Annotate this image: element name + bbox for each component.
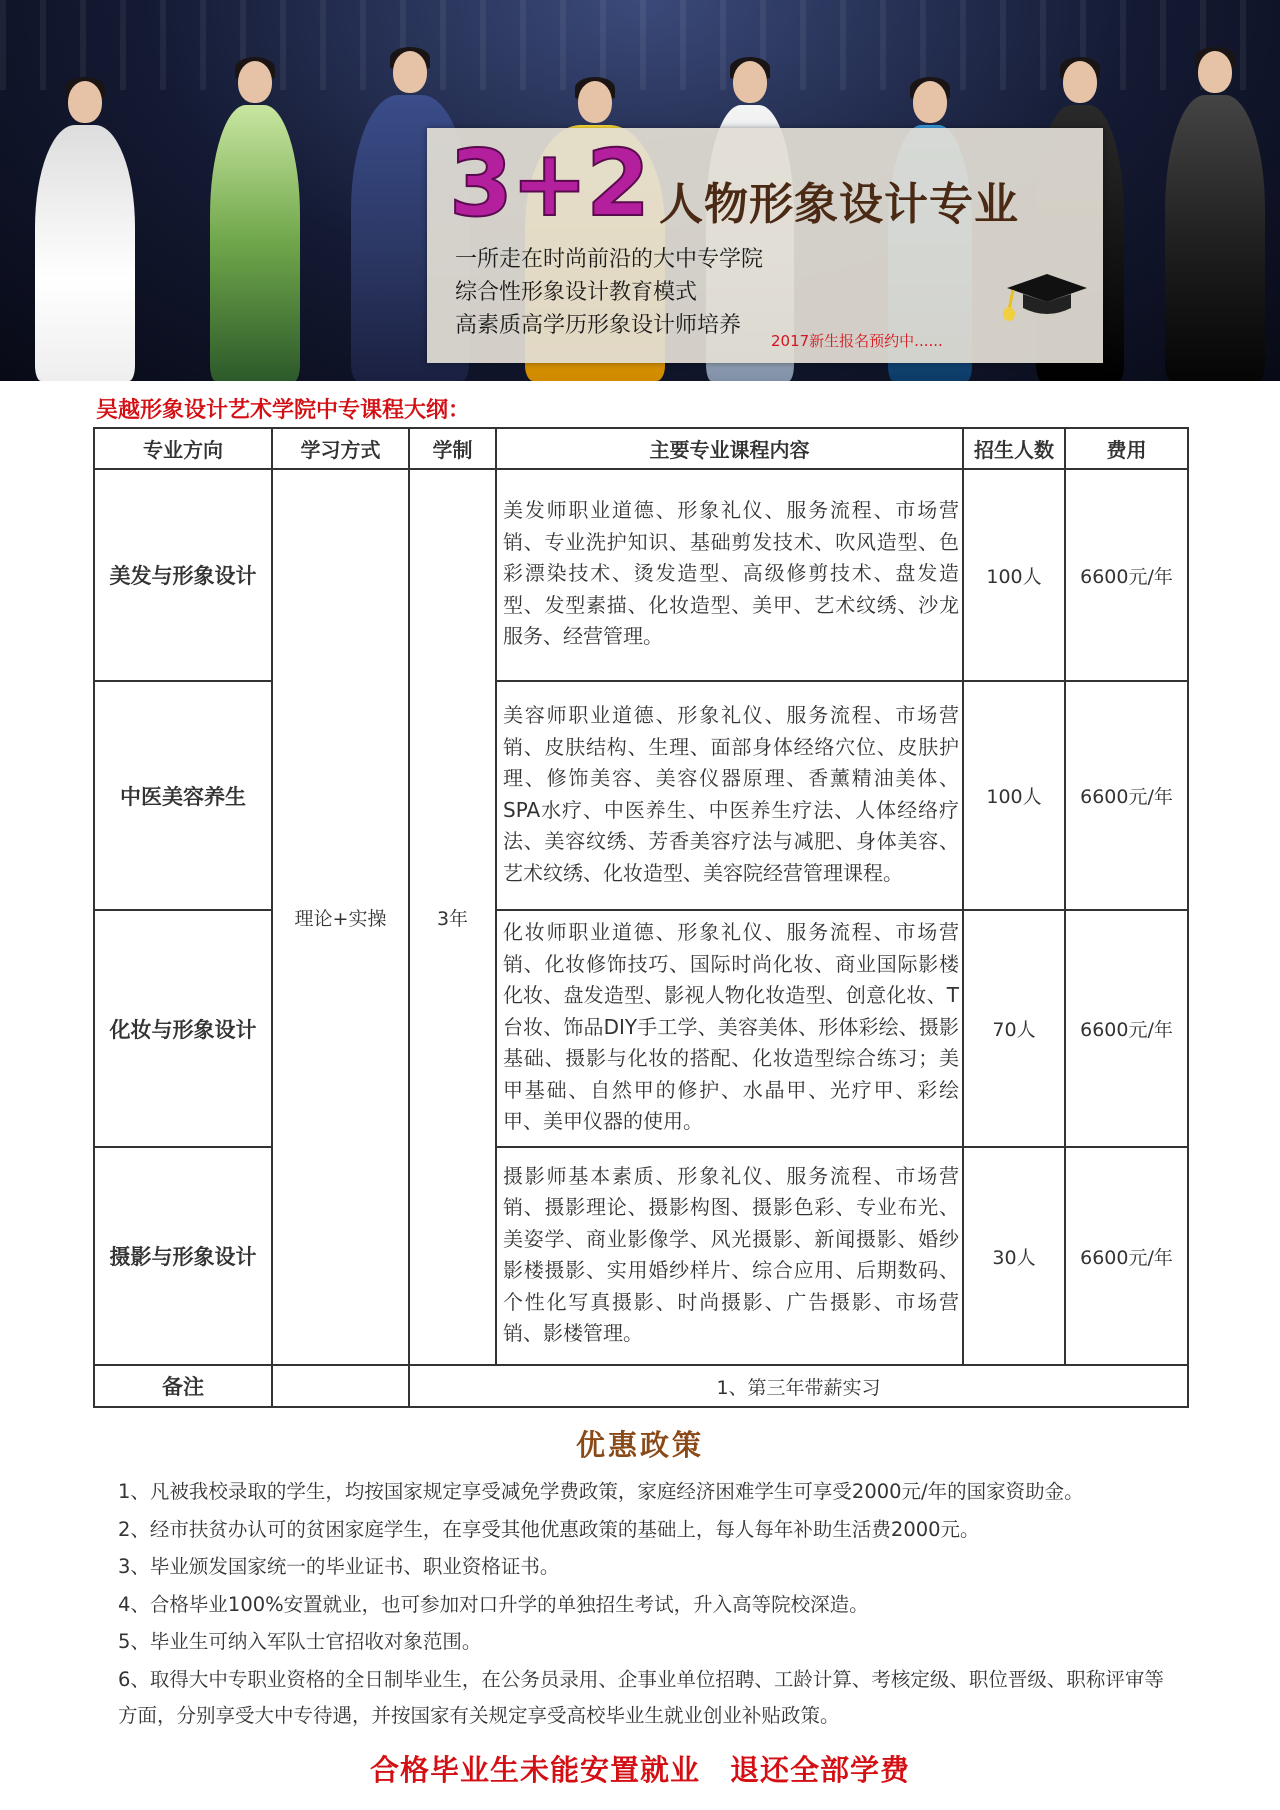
- model-figure: [30, 81, 140, 381]
- promo-line: 一所走在时尚前沿的大中专学院: [455, 247, 764, 272]
- header-method: 学习方式: [272, 428, 409, 469]
- major-cell: 化妆与形象设计: [94, 910, 272, 1147]
- content-cell: 美发师职业道德、形象礼仪、服务流程、市场营销、专业洗护知识、基础剪发技术、吹风造型、色彩漂染技术、烫发造型、高级修剪技术、盘发造型、发型素描、化妆造型、美甲、艺术纹绣、沙龙服务、经营管理。: [496, 469, 963, 681]
- enrollment-cell: 30人: [963, 1147, 1065, 1365]
- policy-item: 1、凡被我校录取的学生，均按国家规定享受减免学费政策，家庭经济困难学生可享受2000元/年的国家资助金。: [118, 1480, 1084, 1503]
- content-cell: 化妆师职业道德、形象礼仪、服务流程、市场营销、化妆修饰技巧、国际时尚化妆、商业国际影楼化妆、盘发造型、影视人物化妆造型、创意化妆、T台妆、饰品DIY手工学、美容美体、形体彩绘、摄影基础、摄影与化妆的搭配、化妆造型综合练习；美甲基础、自然甲的修护、水晶甲、光疗甲、彩绘甲、美甲仪器的使用。: [496, 910, 963, 1147]
- promo-title: 人物形象设计专业: [659, 179, 1019, 230]
- enrollment-cell: 100人: [963, 469, 1065, 681]
- curriculum-table: [93, 427, 1189, 1408]
- policy-item: 2、经市扶贫办认可的贫困家庭学生，在享受其他优惠政策的基础上，每人每年补助生活费2000元。: [118, 1518, 980, 1541]
- promo-line: 高素质高学历形象设计师培养: [455, 313, 742, 338]
- policy-title: 优惠政策: [575, 1428, 704, 1462]
- enrollment-cell: 70人: [963, 910, 1065, 1147]
- graduation-cap-icon: [999, 270, 1089, 322]
- refund-slogan: 合格毕业生未能安置就业 退还全部学费: [369, 1753, 910, 1787]
- model-figure: [1160, 51, 1270, 381]
- policy-item: 5、毕业生可纳入军队士官招收对象范围。: [118, 1630, 482, 1653]
- policy-item: 3、毕业颁发国家统一的毕业证书、职业资格证书。: [118, 1555, 560, 1578]
- remark-value: 1、第三年带薪实习: [409, 1365, 1188, 1407]
- banner-photo: [0, 0, 1280, 381]
- enrollment-cell: 100人: [963, 681, 1065, 910]
- promo-line: 综合性形象设计教育模式: [455, 280, 698, 305]
- major-cell: 中医美容养生: [94, 681, 272, 910]
- fee-cell: 6600元/年: [1065, 910, 1188, 1147]
- policy-item: 6、取得大中专职业资格的全日制毕业生，在公务员录用、企事业单位招聘、工龄计算、考核定级、职位晋级、职称评审等方面，分别享受大中专待遇，并按国家有关规定享受高校毕业生就业创业补贴政策。: [118, 1668, 1164, 1727]
- major-cell: 摄影与形象设计: [94, 1147, 272, 1365]
- table-row: [94, 469, 1188, 681]
- table-row: [94, 910, 1188, 1147]
- remark-empty-cell: [272, 1365, 409, 1407]
- content-cell: 美容师职业道德、形象礼仪、服务流程、市场营销、皮肤结构、生理、面部身体经络穴位、皮肤护理、修饰美容、美容仪器原理、香薰精油美体、SPA水疗、中医养生、中医养生疗法、人体经络疗法、美容纹绣、芳香美容疗法与减肥、身体美容、艺术纹绣、化妆造型、美容院经营管理课程。: [496, 681, 963, 910]
- table-row: [94, 681, 1188, 910]
- content-cell: 摄影师基本素质、形象礼仪、服务流程、市场营销、摄影理论、摄影构图、摄影色彩、专业布光、美姿学、商业影像学、风光摄影、新闻摄影、婚纱影楼摄影、实用婚纱样片、综合应用、后期数码、个性化写真摄影、时尚摄影、广告摄影、市场营销、影楼管理。: [496, 1147, 963, 1365]
- fee-cell: 6600元/年: [1065, 681, 1188, 910]
- table-row: [94, 1147, 1188, 1365]
- model-figure: [200, 61, 310, 381]
- enrollment-note: 2017新生报名预约中......: [771, 332, 943, 350]
- fee-cell: 6600元/年: [1065, 469, 1188, 681]
- curriculum-title: 吴越形象设计艺术学院中专课程大纲：: [96, 398, 471, 423]
- header-enrollment: 招生人数: [963, 428, 1065, 469]
- fee-cell: 6600元/年: [1065, 1147, 1188, 1365]
- remark-label: 备注: [94, 1365, 272, 1407]
- policy-item: 4、合格毕业100%安置就业，也可参加对口升学的单独招生考试，升入高等院校深造。: [118, 1593, 869, 1616]
- study-method-cell: 理论+实操: [272, 469, 409, 1365]
- table-header-row: [94, 428, 1188, 469]
- header-duration: 学制: [409, 428, 496, 469]
- major-cell: 美发与形象设计: [94, 469, 272, 681]
- header-fee: 费用: [1065, 428, 1188, 469]
- promo-box: [427, 128, 1103, 363]
- duration-cell: 3年: [409, 469, 496, 1365]
- header-content: 主要专业课程内容: [496, 428, 963, 469]
- header-major: 专业方向: [94, 428, 272, 469]
- remark-row: [94, 1365, 1188, 1407]
- promo-big-number: 3+2: [449, 130, 649, 237]
